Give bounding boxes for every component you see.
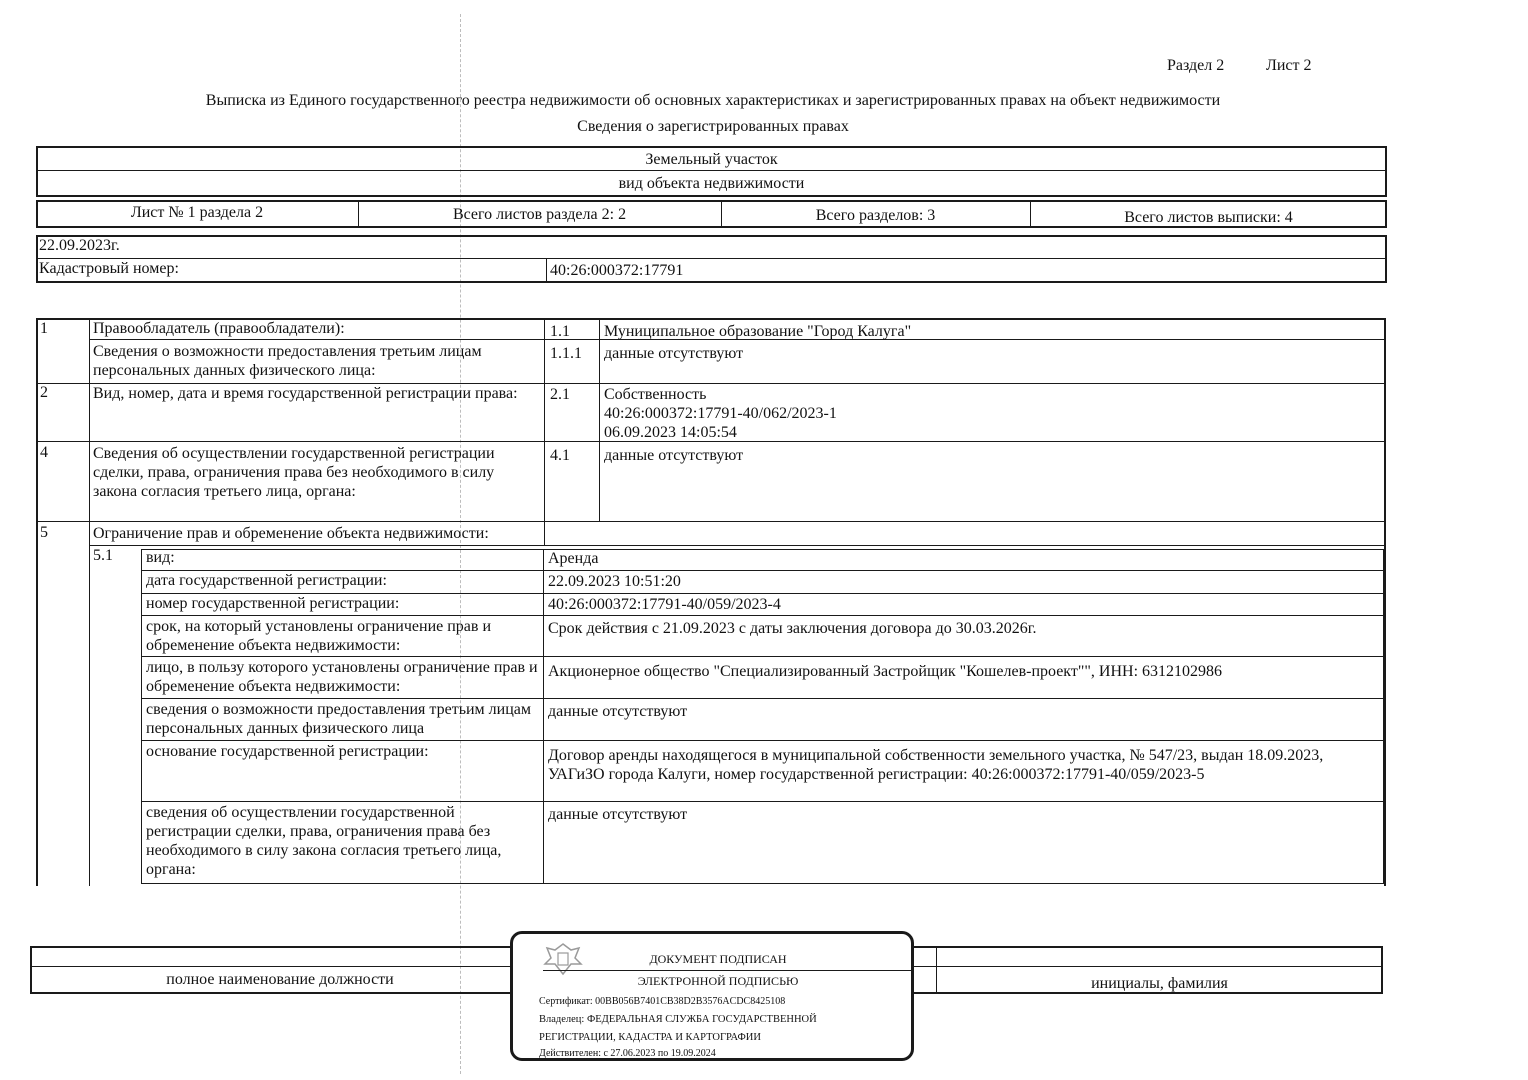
total-sheets-extract: Всего листов выписки: 4 (1124, 209, 1293, 226)
enc-personal-data-value: данные отсутствуют (548, 703, 688, 720)
object-type-divider (36, 170, 1387, 171)
row-2-number: 2 (40, 384, 48, 401)
sheet-number: Лист 2 (1266, 57, 1312, 74)
cadastral-value: 40:26:000372:17791 (550, 262, 684, 279)
row-1-label: Правообладатель (правообладатели): (93, 320, 345, 337)
stamp-line-2: ЭЛЕКТРОННОЙ ПОДПИСЬЮ (637, 974, 799, 988)
enc-type-label: вид: (146, 549, 175, 566)
enc-basis-value: Договор аренды находящегося в муниципальной собственности земельного участка, № 547/23, выдан 18.09.2023, УАГиЗО города Калуги, номер государственной регистрации: 40:26:000372:17791-40/059/2023-5 (548, 747, 1324, 783)
row-1b-label: Сведения о возможности предоставления третьим лицам персональных данных физического лица: (93, 343, 482, 379)
row-2-right-type: Собственность (604, 386, 707, 403)
enc-term-label: срок, на который установлены ограничение прав и обременение объекта недвижимости: (146, 618, 492, 654)
total-sections: Всего разделов: 3 (815, 207, 936, 224)
enc-reg-number-value: 40:26:000372:17791-40/059/2023-4 (548, 596, 781, 613)
cadastral-label: Кадастровый номер: (39, 260, 179, 277)
enc-beneficiary-value: Акционерное общество "Специализированный Застройщик "Кошелев-проект"", ИНН: 6312102986 (548, 663, 1223, 680)
row-1-value: Муниципальное образование "Город Калуга" (604, 323, 912, 340)
emblem-icon (541, 940, 585, 978)
row-1-number: 1 (40, 320, 48, 337)
stamp-line-1: ДОКУМЕНТ ПОДПИСАН (649, 952, 787, 966)
enc-consent-value: данные отсутствуют (548, 806, 688, 823)
enc-reg-date-value: 22.09.2023 10:51:20 (548, 573, 681, 590)
row-2-reg-number: 40:26:000372:17791-40/062/2023-1 (604, 405, 837, 422)
cadastral-box (36, 235, 1387, 283)
stamp-certificate: Сертификат: 00BB056B7401CB38D2B3576ACDC8425108 (539, 996, 786, 1007)
name-caption: инициалы, фамилия (1091, 975, 1228, 992)
total-sheets-section: Всего листов раздела 2: 2 (452, 206, 627, 223)
row-4-value: данные отсутствуют (604, 447, 744, 464)
enc-personal-data-label: сведения о возможности предоставления третьим лицам персональных данных физического лица (146, 701, 532, 737)
stamp-owner-2: РЕГИСТРАЦИИ, КАДАСТРА И КАРТОГРАФИИ (539, 1032, 761, 1043)
row-5-number: 5 (40, 524, 48, 541)
enc-term-value: Срок действия с 21.09.2023 с даты заключения договора до 30.03.2026г. (548, 620, 1037, 637)
stamp-owner-1: Владелец: ФЕДЕРАЛЬНАЯ СЛУЖБА ГОСУДАРСТВЕННОЙ (539, 1014, 817, 1025)
row-5-sub-number: 5.1 (93, 547, 113, 564)
row-5-label: Ограничение прав и обременение объекта недвижимости: (93, 525, 489, 542)
row-4-code: 4.1 (550, 447, 570, 464)
sheet-of-section: Лист № 1 раздела 2 (130, 204, 264, 221)
document-title: Выписка из Единого государственного реестра недвижимости об основных характеристиках и зарегистрированных правах на объект недвижимости (205, 92, 1221, 109)
row-1b-code: 1.1.1 (550, 345, 582, 362)
enc-reg-number-label: номер государственной регистрации: (146, 595, 400, 612)
position-caption: полное наименование должности (166, 971, 394, 988)
e-signature-stamp (510, 931, 914, 1061)
enc-basis-label: основание государственной регистрации: (146, 743, 429, 760)
document-subtitle: Сведения о зарегистрированных правах (577, 118, 849, 135)
row-4-number: 4 (40, 444, 48, 461)
section-number: Раздел 2 (1167, 57, 1225, 74)
enc-type-value: Аренда (548, 550, 599, 567)
object-type-caption: вид объекта недвижимости (618, 175, 805, 192)
row-2-reg-datetime: 06.09.2023 14:05:54 (604, 424, 737, 441)
row-1-code: 1.1 (550, 323, 570, 340)
row-2-code: 2.1 (550, 386, 570, 403)
stamp-valid: Действителен: с 27.06.2023 по 19.09.2024 (539, 1048, 716, 1059)
extract-date: 22.09.2023г. (39, 237, 120, 254)
object-type: Земельный участок (645, 151, 778, 168)
enc-beneficiary-label: лицо, в пользу которого установлены ограничение прав и обременение объекта недвижимости: (146, 659, 538, 695)
row-1b-value: данные отсутствуют (604, 345, 744, 362)
enc-consent-label: сведения об осуществлении государственной регистрации сделки, права, ограничения права без необходимого в силу закона согласия третьего лица, органа: (146, 804, 502, 878)
row-4-label: Сведения об осуществлении государственной регистрации сделки, права, ограничения права без необходимого в силу закона согласия третьего лица, органа: (93, 445, 495, 500)
row-2-label: Вид, номер, дата и время государственной регистрации права: (93, 385, 518, 402)
enc-reg-date-label: дата государственной регистрации: (146, 572, 387, 589)
